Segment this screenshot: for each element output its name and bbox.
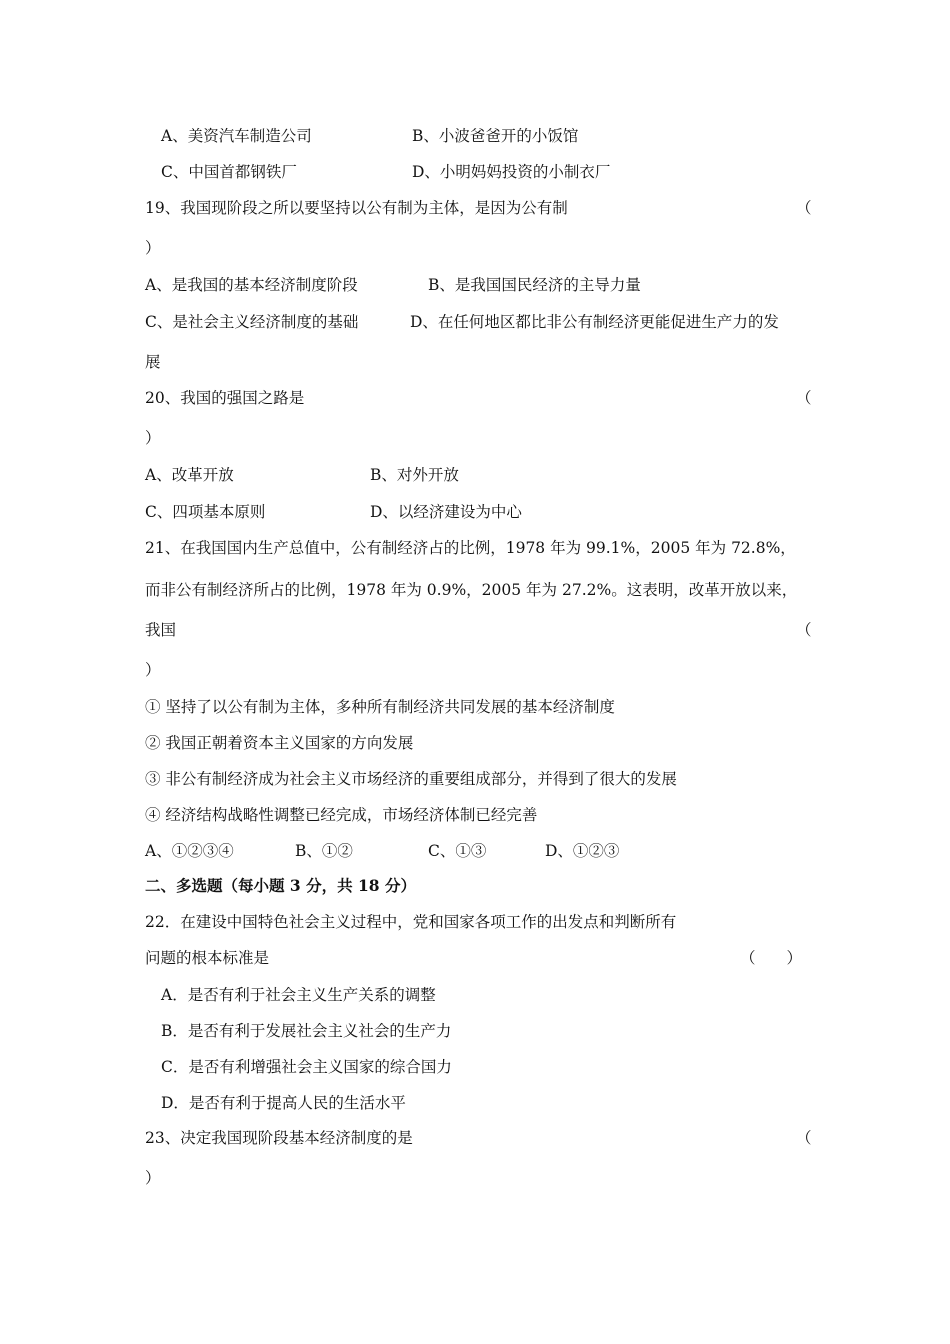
q19-option-c: C、是社会主义经济制度的基础 [145,313,359,331]
q18-option-c: C、中国首都钢铁厂 [161,163,297,181]
section-2-heading: 二、多选题（每小题 3 分，共 18 分） [145,876,416,895]
q19-stem: 19、我国现阶段之所以要坚持以公有制为主体，是因为公有制 [145,199,568,217]
q21-option-d: D、①②③ [545,842,620,860]
q19-close-paren: ） [145,239,161,257]
q20-option-c: C、四项基本原则 [145,503,266,521]
q21-stem-line-1: 21、在我国国内生产总值中，公有制经济占的比例，1978 年为 99.1%，2005 年为 72.8%， [145,539,796,557]
q22-stem-line-2: 问题的根本标准是 [145,949,270,967]
q20-option-b: B、对外开放 [370,466,459,484]
q22-option-d: D．是否有利于提高人民的生活水平 [161,1094,406,1112]
q22-answer-paren: （ ） [740,949,803,967]
q22-option-b: B．是否有利于发展社会主义社会的生产力 [161,1022,452,1040]
q20-open-paren: （ [796,389,812,407]
q19-open-paren: （ [796,199,812,217]
q21-item-1: ① 坚持了以公有制为主体，多种所有制经济共同发展的基本经济制度 [145,698,615,716]
q22-stem-line-1: 22．在建设中国特色社会主义过程中，党和国家各项工作的出发点和判断所有 [145,913,677,931]
q22-option-a: A．是否有利于社会主义生产关系的调整 [161,986,436,1004]
q19-option-d-continued: 展 [145,353,161,371]
q21-item-3: ③ 非公有制经济成为社会主义市场经济的重要组成部分，并得到了很大的发展 [145,770,677,788]
q21-option-a: A、①②③④ [145,842,234,860]
q19-option-a: A、是我国的基本经济制度阶段 [145,276,358,294]
q21-option-c: C、①③ [428,842,487,860]
q23-open-paren: （ [796,1129,812,1147]
q18-option-d: D、小明妈妈投资的小制衣厂 [412,163,611,181]
q22-option-c: C．是否有利增强社会主义国家的综合国力 [161,1058,452,1076]
q20-option-a: A、改革开放 [145,466,234,484]
q21-item-2: ② 我国正朝着资本主义国家的方向发展 [145,734,414,752]
q19-option-d: D、在任何地区都比非公有制经济更能促进生产力的发 [410,313,779,331]
q23-close-paren: ） [145,1169,161,1187]
q23-stem: 23、决定我国现阶段基本经济制度的是 [145,1129,413,1147]
q21-stem-line-3: 我国 [145,621,177,639]
q21-stem-line-2: 而非公有制经济所占的比例，1978 年为 0.9%，2005 年为 27.2%。这表明，改革开放以来， [145,581,798,599]
q19-option-b: B、是我国国民经济的主导力量 [428,276,641,294]
q20-option-d: D、以经济建设为中心 [370,503,522,521]
q21-close-paren: ） [145,661,161,679]
q21-open-paren: （ [796,621,812,639]
q18-option-b: B、小波爸爸开的小饭馆 [412,127,579,145]
q21-item-4: ④ 经济结构战略性调整已经完成，市场经济体制已经完善 [145,806,538,824]
q18-option-a: A、美资汽车制造公司 [161,127,312,145]
q20-stem: 20、我国的强国之路是 [145,389,305,407]
q21-option-b: B、①② [295,842,353,860]
q20-close-paren: ） [145,429,161,447]
